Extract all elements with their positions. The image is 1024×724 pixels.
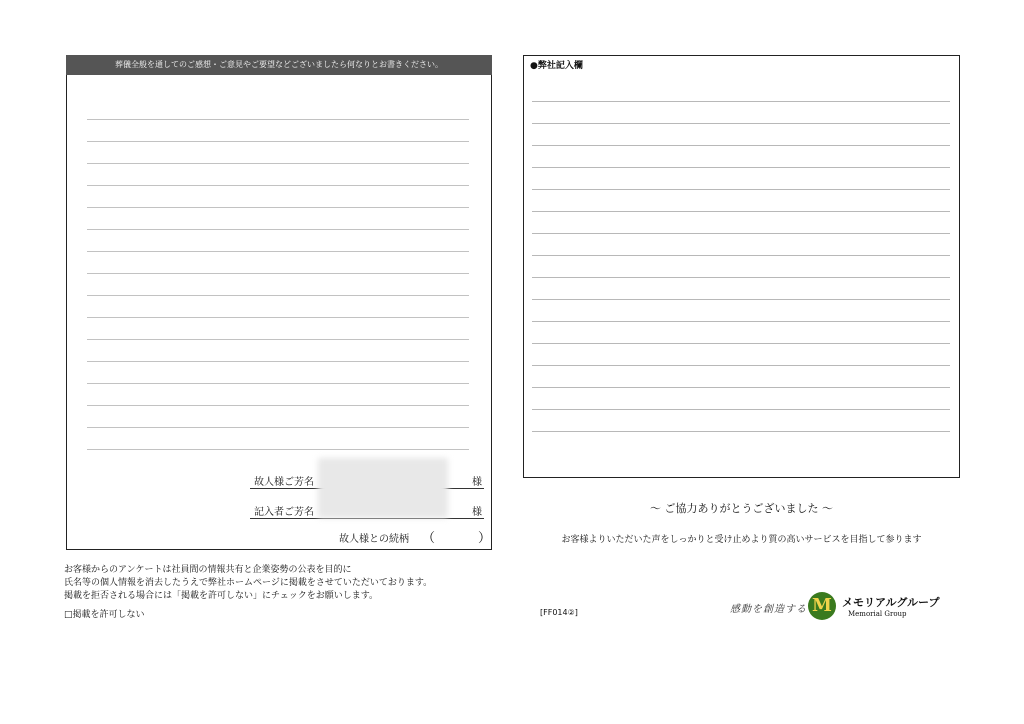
brand-logo-icon: M <box>808 592 836 620</box>
deceased-honorific: 様 <box>472 477 482 488</box>
brand-tagline: 感動を創造する <box>730 604 807 615</box>
thanks-body: お客様よりいただいた声をしっかりと受け止めより質の高いサービスを目指して参ります <box>561 535 922 545</box>
deceased-name-label: 故人様ご芳名 <box>254 477 314 488</box>
notice-line-2: 氏名等の個人情報を消去したうえで弊社ホームページに掲載をさせていただいております。 <box>64 578 433 588</box>
comment-lines <box>87 98 469 452</box>
form-header: 葬儀全般を通してのご感想・ご意見やご要望などございましたら何なりとお書きください。 <box>66 55 492 75</box>
writer-honorific: 様 <box>472 507 482 518</box>
writer-name-line <box>250 518 484 519</box>
redacted-name <box>318 458 448 518</box>
notice-line-1: お客様からのアンケートは社員間の情報共有と企業姿勢の公表を目的に <box>64 565 352 575</box>
writer-name-label: 記入者ご芳名 <box>254 507 314 518</box>
relation-paren-open: （ <box>422 531 436 546</box>
notice-line-3: 掲載を拒否される場合には「掲載を許可しない」にチェックをお願いします。 <box>64 591 379 601</box>
relation-label: 故人様との続柄 <box>339 534 409 545</box>
no-publish-checkbox[interactable]: □掲載を許可しない <box>64 610 145 620</box>
thanks-title: ～ ご協力ありがとうございました ～ <box>650 502 833 515</box>
brand-name: メモリアルグループ <box>842 596 940 609</box>
form-code: [FF014②] <box>540 608 578 617</box>
company-lines <box>532 80 950 446</box>
company-section-label: ●弊社記入欄 <box>530 61 583 71</box>
brand-name-en: Memorial Group <box>848 610 907 618</box>
relation-paren-close: ） <box>478 531 492 546</box>
